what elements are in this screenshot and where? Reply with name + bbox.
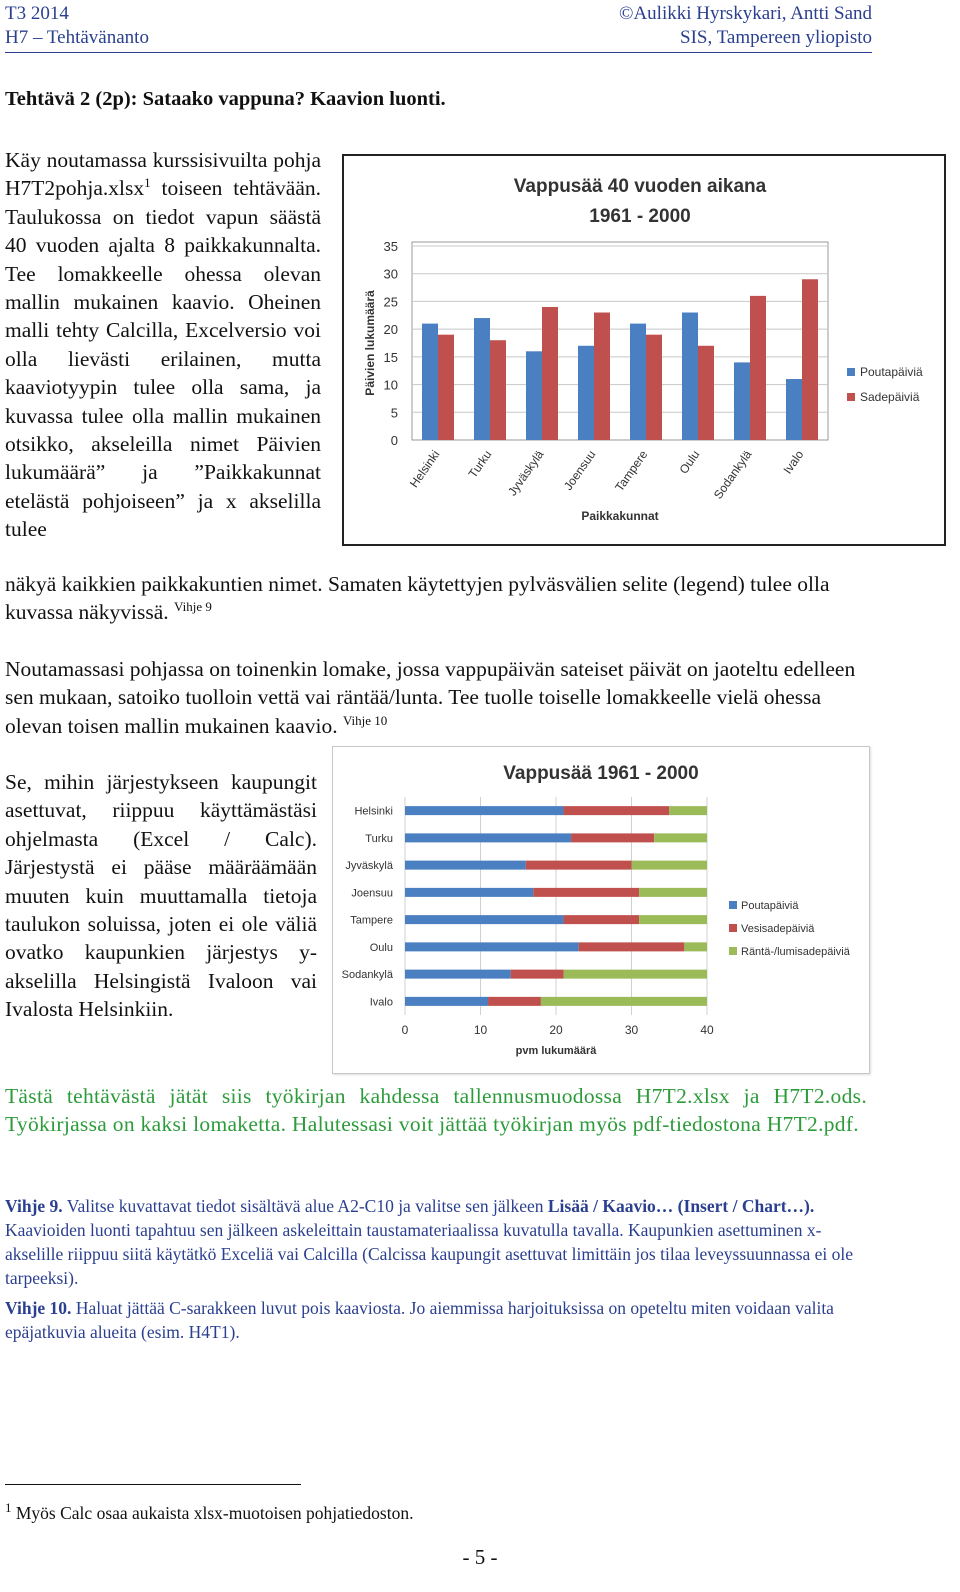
chart-2-bar-segment [669, 806, 707, 815]
chart-2-bar-segment [639, 915, 707, 924]
chart-2-y-tick-label: Ivalo [369, 996, 393, 1009]
chart-2-bar-segment [579, 942, 685, 951]
chart-2-x-axis-label: pvm lukumäärä [515, 1045, 597, 1057]
footnote [5, 1500, 414, 1524]
chart-1-x-tick-label: Tampere [612, 447, 651, 494]
chart-2-bar-segment [405, 970, 511, 979]
chart-2-bar-segment [405, 888, 533, 897]
task-title: Tehtävä 2 (2p): Sataako vappuna? Kaavion luonti. [5, 88, 446, 110]
chart-2-y-tick-label: Turku [365, 832, 393, 845]
chart-1-y-tick-label: 0 [390, 433, 398, 448]
chart-1-x-tick-label: Ivalo [780, 447, 807, 477]
hint-10-text: Haluat jättää C-sarakkeen luvut pois kaaviosta. Jo aiemmissa harjoituksissa on opeteltu miten voidaan valita epäjatkuvia alueita (esim. H4T1). [5, 1298, 834, 1342]
chart-1-bar [490, 340, 506, 440]
chart-1-subtitle: 1961 - 2000 [589, 206, 691, 227]
chart-1-bar [594, 313, 610, 440]
hint-9-menu-path: Lisää / Kaavio… (Insert / Chart…). [547, 1196, 815, 1216]
chart-1-bar [646, 335, 662, 440]
chart-2-title: Vappusää 1961 - 2000 [503, 763, 699, 784]
chart-2-x-tick-label: 10 [473, 1023, 488, 1037]
chart-1-x-tick-label: Joensuu [560, 447, 599, 493]
chart-1-y-tick-label: 35 [383, 239, 398, 254]
chart-1-title: Vappusää 40 vuoden aikana [513, 176, 767, 197]
hint-10-label: Vihje 10. [5, 1298, 72, 1318]
paragraph-2-text: Noutamassasi pohjassa on toinenkin lomake, jossa vappupäivän sateiset päivät on jaoteltu edelleen sen mukaan, satoiko tuolloin vettä vai räntää/lunta. Tee tuolle toiselle lomakkeelle vielä ohessa olevan toisen mallin mukainen kaavio. [5, 657, 856, 738]
chart-2-bar-segment [632, 861, 708, 870]
chart-2-bar-segment [488, 997, 541, 1006]
chart-1-x-tick-label: Helsinki [406, 447, 443, 491]
chart-1-bar [682, 313, 698, 440]
chart-2-y-tick-label: Joensuu [351, 887, 393, 900]
chart-2-bar-segment [405, 997, 488, 1006]
chart-2-y-tick-label: Tampere [350, 914, 393, 927]
chart-1-bar [526, 351, 542, 440]
chart-2-bar-segment [564, 806, 670, 815]
chart-1-y-tick-label: 30 [383, 266, 398, 282]
hints [5, 1194, 857, 1350]
chart-1-y-tick-label: 20 [383, 322, 398, 338]
chart-2-y-tick-label: Helsinki [354, 805, 393, 818]
chart-2-bar-segment [511, 970, 564, 979]
chart-1-bar [474, 318, 490, 440]
chart-2-legend-label: Räntä-/lumisadepäiviä [741, 946, 850, 958]
chart-2-legend-label: Poutapäiviä [741, 900, 799, 912]
chart-2-bar-segment [654, 833, 707, 842]
chart-2-bar-segment [405, 833, 571, 842]
header-right [619, 2, 872, 50]
assignment-name: H7 – Tehtävänanto [5, 27, 149, 48]
chart-2-bar-segment [533, 888, 639, 897]
chart-1-bar [422, 324, 438, 440]
chart-1-x-axis-label: Paikkakunnat [581, 509, 659, 523]
chart-1-x-tick-label: Oulu [676, 447, 703, 477]
page-header [5, 2, 872, 53]
chart-1-x-tick-label: Turku [465, 447, 495, 481]
chart-2-bar-segment [639, 888, 707, 897]
chart-2-bar-segment [564, 970, 707, 979]
chart-1-legend-swatch [847, 368, 855, 376]
page-number: - 5 - [462, 1545, 498, 1569]
paragraph-3: Se, mihin järjestykseen kaupungit asettuvat, riippuu käyttämästäsi ohjelmasta (Excel / Calc). Järjestystä ei pääse määräämään muuten kuin muuttamalla tietoja taulukon soluissa, joten ei ole väliä ovatko kaupunkien järjestys y-akselilla Helsingistä Ivaloon vai Ivalosta Helsinkiin. [5, 770, 317, 1022]
chart-1-legend-label: Poutapäiviä [860, 365, 923, 379]
hint-9 [5, 1194, 857, 1290]
chart-1-legend-swatch [847, 393, 855, 401]
chart-2-y-tick-label: Oulu [369, 941, 393, 954]
chart-1-bar [734, 362, 750, 440]
chart-2-bar-segment [684, 942, 707, 951]
chart-1-legend-label: Sadepäiviä [860, 390, 920, 404]
hint-9-text-a: Valitse kuvattavat tiedot sisältävä alue A2-C10 ja valitse sen jälkeen [62, 1196, 548, 1216]
chart-1-bar [438, 335, 454, 440]
chart-2-x-tick-label: 0 [401, 1023, 409, 1037]
hint-9-text-b: Kaavioiden luonti tapahtuu sen jälkeen askeleittain taustamateriaalissa kuvatulla tavalla. Kaupunkien asettuminen x-akselille riippuu siitä käytätkö Exceliä vai Calcilla (Calcissa kaupungit asettuvat limittäin jos tilaa leveyssuunnassa ei ole tarpeeksi). [5, 1220, 854, 1288]
chart-1-x-tick-label: Jyväskylä [505, 447, 547, 499]
chart-1-bar [630, 324, 646, 440]
chart-2-y-tick-label: Sodankylä [341, 969, 393, 982]
paragraph-2 [5, 655, 867, 740]
chart-2-y-tick-label: Jyväskylä [345, 860, 393, 873]
hint-10-ref: Vihje 10 [342, 712, 388, 728]
chart-2-bar-segment [541, 997, 707, 1006]
chart-2-bar-segment [405, 942, 579, 951]
paragraph-1-text-b: toiseen tehtävään. Taulukossa on tiedot vapun säästä 40 vuoden ajalta 8 paikkakunnalta. Tee lomakkeelle ohessa olevan mallin mukainen kaavio. Oheinen malli tehty Calcilla, Excelversio voi olla lievästi erilainen, mutta kaaviotyypin tulee olla sama, ja kuvassa tulee olla mallin mukainen otsikko, akseleilla nimet Päivien lukumäärä” ja ”Paikkakunnat etelästä pohjoiseen” ja x akselilla tulee [5, 176, 321, 542]
chart-2-legend-label: Vesisadepäiviä [741, 923, 815, 935]
chart-1-bar [542, 307, 558, 440]
chart-2-legend-swatch [729, 901, 737, 909]
chart-1-bar [802, 279, 818, 440]
chart-1-y-tick-label: 10 [383, 377, 398, 393]
paragraph-1 [5, 146, 321, 544]
chart-2-x-tick-label: 30 [624, 1023, 639, 1037]
chart-2-x-tick-label: 20 [549, 1023, 563, 1037]
hint-10 [5, 1296, 857, 1344]
hint-9-ref: Vihje 9 [174, 599, 212, 615]
chart-1-bar [786, 379, 802, 440]
chart-2-bar-segment [564, 915, 640, 924]
authors: ©Aulikki Hyrskykari, Antti Sand [619, 3, 872, 24]
paragraph-1-text-a: Käy noutamassa kurssisivuilta pohja H7T2pohja.xlsx [5, 148, 321, 201]
footnote-number: 1 [5, 1500, 12, 1516]
institution: SIS, Tampereen yliopisto [680, 27, 872, 48]
chart-1-x-tick-label: Sodankylä [710, 447, 755, 502]
chart-2-bar-segment [405, 861, 526, 870]
footnote-text: Myös Calc osaa aukaista xlsx-muotoisen pohjatiedoston. [11, 1503, 414, 1523]
chart-2-bar-segment [526, 861, 632, 870]
course-code: T3 2014 [5, 3, 69, 24]
chart-1-y-tick-label: 15 [383, 349, 398, 365]
chart-2-bar-segment [571, 833, 654, 842]
paragraph-1-continued [5, 570, 867, 627]
chart-2-legend-swatch [729, 924, 737, 932]
chart-1-y-tick-label: 25 [383, 294, 398, 310]
paragraph-1-text-c: näkyä kaikkien paikkakuntien nimet. Samaten käytettyjen pylväsvälien selite (legend) tulee olla kuvassa näkyvissä. [5, 572, 830, 625]
chart-2-x-tick-label: 40 [700, 1023, 714, 1037]
chart-2-bar-segment [405, 915, 564, 924]
chart-2-bar-segment [405, 806, 564, 815]
submission-note: Tästä tehtävästä jätät siis työkirjan kahdessa tallennusmuodossa H7T2.xlsx ja H7T2.ods. Työkirjassa on kaksi lomaketta. Halutessasi voit jättää työkirjan myös pdf-tiedostona H7T2.pdf. [5, 1084, 867, 1137]
header-left [5, 2, 149, 50]
chart-1-bar [698, 346, 714, 440]
hint-9-label: Vihje 9. [5, 1196, 63, 1216]
footnote-separator [5, 1484, 301, 1485]
footnote-ref: 1 [144, 175, 151, 191]
chart-1-svg [344, 156, 944, 544]
chart-1-bar [750, 296, 766, 440]
chart-2-legend-swatch [729, 947, 737, 955]
chart-1-bar [578, 346, 594, 440]
chart-vappusaa-stacked [332, 746, 870, 1074]
chart-2-svg [333, 747, 869, 1073]
chart-1-y-axis-label: Päivien lukumäärä [363, 290, 377, 396]
chart-vappusaa-40-vuotta [342, 154, 946, 546]
chart-1-y-tick-label: 5 [390, 405, 398, 421]
